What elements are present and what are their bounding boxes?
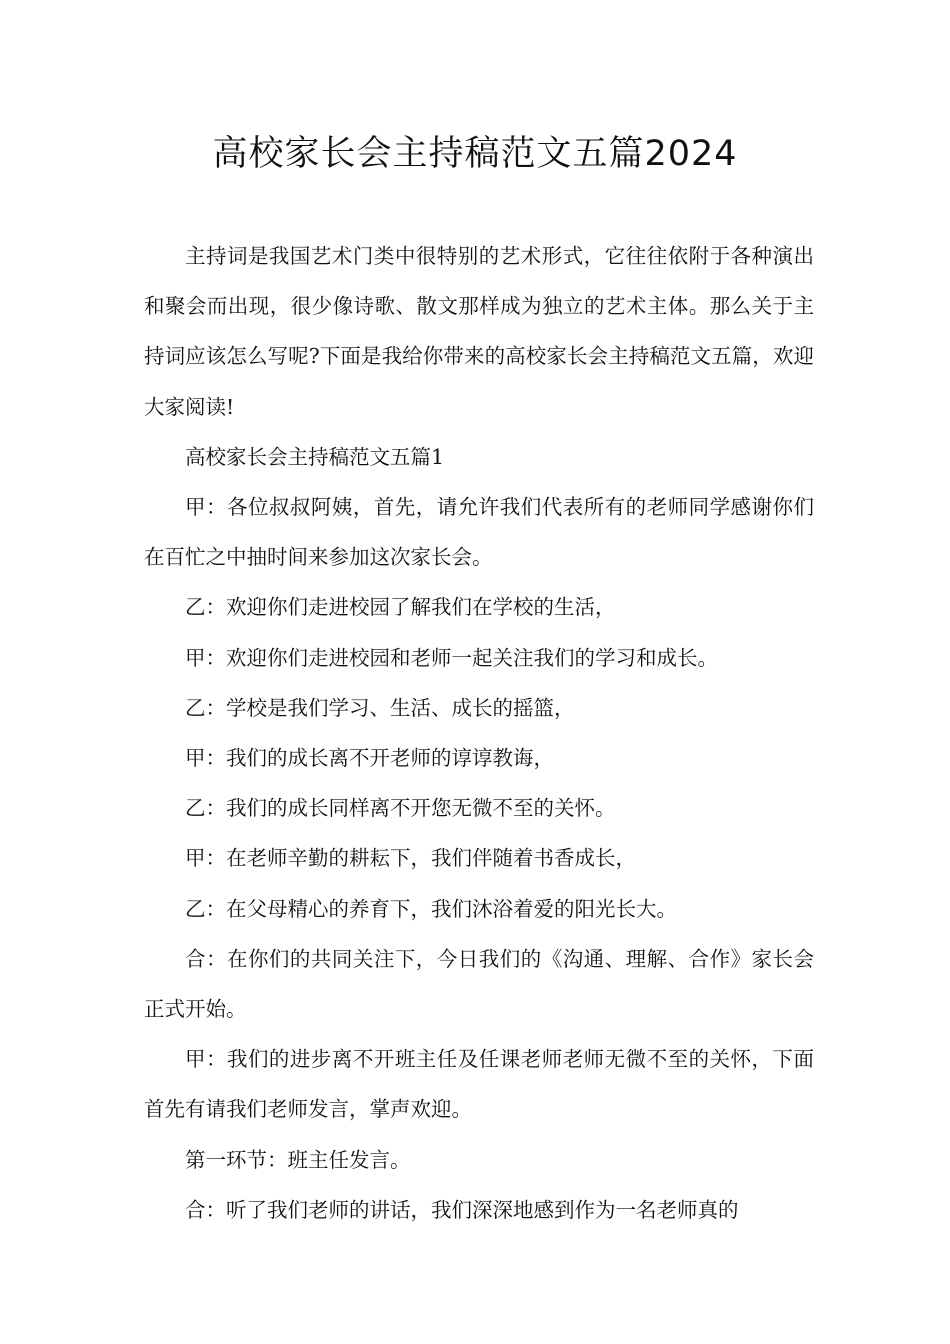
dialogue-line: 乙：我们的成长同样离不开您无微不至的关怀。	[185, 796, 616, 821]
dialogue-line: 乙：学校是我们学习、生活、成长的摇篮，	[185, 695, 575, 720]
dialogue-line: 甲：我们的进步离不开班主任及任课老师老师无微不至的关怀，下面首先有请我们老师发言，掌声欢迎。	[144, 1047, 814, 1122]
agenda-item: 第一环节：班主任发言。	[185, 1147, 411, 1172]
dialogue-line: 合：听了我们老师的讲话，我们深深地感到作为一名老师真的	[185, 1197, 739, 1222]
dialogue-line: 合：在你们的共同关注下，今日我们的《沟通、理解、合作》家长会正式开始。	[144, 946, 814, 1022]
section-heading: 高校家长会主持稿范文五篇1	[185, 444, 445, 469]
dialogue-line: 甲：各位叔叔阿姨，首先，请允许我们代表所有的老师同学感谢你们在百忙之中抽时间来参加这次家长会。	[144, 495, 814, 570]
dialogue-line: 甲：在老师辛勤的耕耘下，我们伴随着书香成长，	[185, 846, 636, 871]
document-body	[144, 231, 814, 1235]
dialogue-line: 乙：欢迎你们走进校园了解我们在学校的生活，	[185, 595, 616, 620]
dialogue-line: 甲：我们的成长离不开老师的谆谆教诲，	[185, 746, 554, 771]
document-title: 高校家长会主持稿范文五篇2024	[212, 134, 738, 174]
dialogue-line: 甲：欢迎你们走进校园和老师一起关注我们的学习和成长。	[185, 645, 718, 670]
intro-paragraph: 主持词是我国艺术门类中很特别的艺术形式，它往往依附于各种演出和聚会而出现，很少像诗歌、散文那样成为独立的艺术主体。那么关于主持词应该怎么写呢?下面是我给你带来的高校家长会主持稿范文五篇，欢迎大家阅读!	[144, 244, 814, 419]
dialogue-line: 乙：在父母精心的养育下，我们沐浴着爱的阳光长大。	[185, 896, 677, 921]
